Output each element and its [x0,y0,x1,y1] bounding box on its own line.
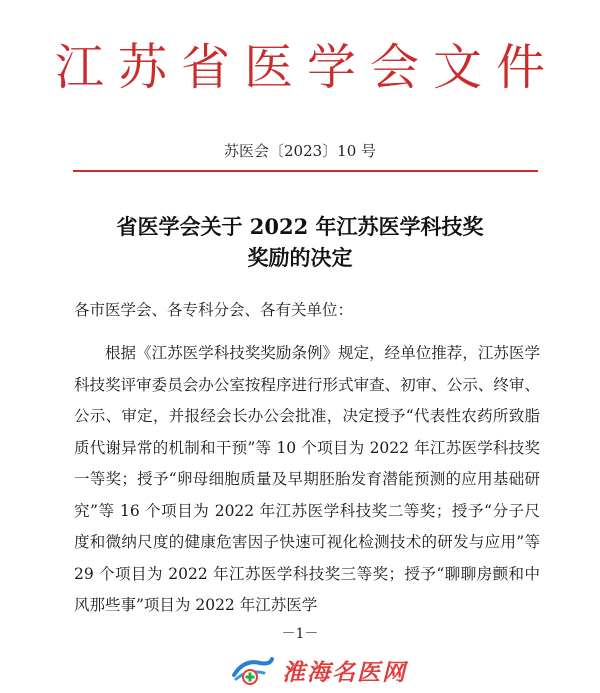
document-title-line-1: 省医学会关于 2022 年江苏医学科技奖 [116,214,484,239]
document-number: 苏医会〔2023〕10 号 [223,142,377,160]
document-title-line-2: 奖励的决定 [247,245,353,270]
medical-cross-logo-icon [230,655,276,685]
document-title [0,211,600,273]
addressee-line: 各市医学会、各专科分会、各有关单位： [74,301,354,319]
red-divider-line [73,170,538,172]
site-watermark [230,653,407,687]
body-paragraph: 根据《江苏医学科技奖奖励条例》规定，经单位推荐，江苏医学科技奖评审委员会办公室按程序进行形式审查、初审、公示、终审、公示、审定，并报经会长办公会批准，决定授予“代表性农药所致脂质代谢异常的机制和干预”等 10 个项目为 2022 年江苏医学科技奖一等奖；授予“卵母细胞质量及早期胚胎发育潜能预测的应用基础研究”等 16 个项目为 2022 年江苏医学科技奖二等奖；授予“分子尺度和微纳尺度的健康危害因子快速可视化检测技术的研发与应用”等 29 个项目为 2022 年江苏医学科技奖三等奖；授予“聊聊房颤和中风那些事”项目为 2022 年江苏医学 [74,344,540,614]
issuing-authority-header: 江苏省医学会文件 [54,39,559,96]
page-number: －1－ [281,626,319,642]
watermark-text: 淮海名医网 [282,659,407,686]
